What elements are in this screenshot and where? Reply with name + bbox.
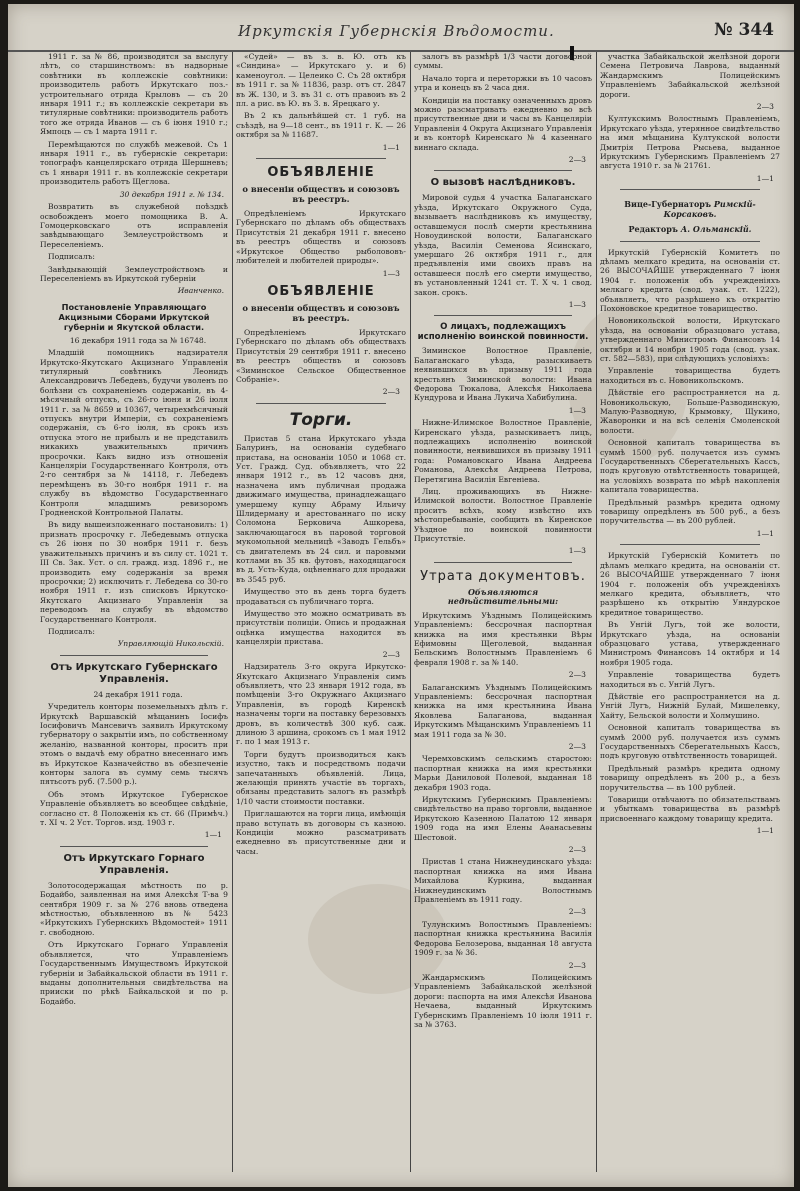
signer-name: Управляющій Никольскій. — [117, 639, 224, 649]
paragraph: Пристав 5 стана Иркутскаго уѣзда Балуринъ, на основаніи судебнаго пристава, на основаніи 1050 и 1068 ст. Уст. Гражд. Суд. объявляетъ, что 22 января 1912 г., въ 12 часовъ дня, назначена имъ публичная продажа движимаго имущества, принадлежащаго умершему купцу Абраму Ильичу Шлидерману и арестованнаго по иску Соломона Берковича Ашкорева, заключающагося въ паровой торговой мукомольной мельницѣ «Заводъ Гельбъ» съ двигателемъ въ 24 сил. и паровыми котлами въ 35 кв. футовъ, находящагося въ д. Усть-Куда, оцѣненнаго для продажи въ 3545 руб. — [236, 433, 406, 584]
paragraph: Золотосодержащая мѣстность по р. Бодайбо, заявленная на имя Алексѣя Т-ва 9 сентября 1909 г. за № 276 вновь отведена мѣстностью, объявленною въ № 5423 «Иркутскихъ Губернскихъ Вѣдомостей» 1911 г. свободною. — [40, 880, 228, 937]
divider — [256, 403, 386, 404]
paragraph: Учредитель конторы поземельныхъ дѣлъ г. Иркутскѣ Варшавскій мѣщанинъ Іосифъ Іосифовичъ Мансевичъ заявилъ Иркутскому губернатору о закрытіи имъ, по собственному желанію, названной конторы, проситъ при этомъ о выдачѣ ему обратно внесеннаго имъ въ Иркутское Казначейство въ обезпеченіе конторы залога въ сумму семь тысячъ пятьсотъ руб. (7.500 р.). — [40, 702, 228, 787]
paragraph: Предѣльный размѣръ кредита одному товарищу опредѣленъ въ 200 р., а безъ поручительства — въ 100 рублей. — [600, 763, 780, 792]
column-3 — [414, 52, 592, 1172]
insertion-mark: 2—3 — [568, 155, 586, 165]
paragraph: Лиц. проживающихъ въ Нижне-Илимской волости. Волостное Правленіе проситъ всѣхъ, кому извѣстно ихъ мѣстопребываніе, сообщить въ Киренское Уѣздное по воинской повинности Присутствіе. — [414, 487, 592, 544]
paragraph: Иркутскимъ Уѣзднымъ Полицейскимъ Управленіемъ: бессрочная паспортная книжка на имя крестьянки Вѣры Ефимовны Щеголевой, выданная Бельскимъ Волостнымъ Правленіемъ 6 февраля 1908 г. за № 140. — [414, 610, 592, 667]
paragraph: Объ этомъ Иркутское Губернское Управленіе объявляетъ во всеобщее свѣдѣніе, согласно ст. 8 Положенія къ ст. 66 (Примѣч.) т. XI ч. 2 Уст. Торгов. изд. 1903 г. — [40, 789, 228, 828]
insertion-mark: 2—3 — [756, 102, 774, 112]
paragraph: Черемховскимъ сельскимъ старостою: паспортная книжка на имя крестьянки Марьи Даниловой Полевой, выданная 18 декабря 1903 года. — [414, 754, 592, 792]
insertion-mark: 2—3 — [568, 741, 586, 751]
vice-governor-name: Римскій-Корсаковъ. — [663, 199, 756, 219]
issue-number: № 344 — [714, 20, 774, 40]
paragraph: Имущество это можно осматривать въ присутствіи полиціи. Опись и продажная оцѣнка имущества находится въ канцеляріи пристава. — [236, 609, 406, 647]
paragraph: Балаганскимъ Уѣзднымъ Полицейскимъ Управленіемъ: бессрочная паспортная книжка на имя крестьянина Ивана Яковлева Балаганова, выданная Иркутскимъ Мѣщанскимъ Управленіемъ 11 мая 1911 года за № 30. — [414, 682, 592, 739]
paragraph: Иркутскимъ Губернскимъ Правленіемъ: свидѣтельство на право торговли, выданное Иркутскою Казенною Палатою 12 января 1909 года на имя Елены Аѳанасьевны Шестовой. — [414, 795, 592, 842]
insertion-mark: 2—3 — [382, 387, 400, 397]
paragraph: Младшій помощникъ надзирателя Иркутско-Якутскаго Акцизнаго Управленія титулярный совѣтникъ Леонидъ Александровичъ Лебедевъ, будучи уволенъ по болѣзни съ сохраненіемъ содержанія, въ 4-мѣсячный отпускъ, съ 26-го іюня и 26 іюля 1911 г. за № 8659 и 10367, четырехмѣсячный отпускъ внутри Имперіи, съ сохраненіемъ содержанія, съ 6-го іюля, въ срокъ изъ отпуска этого не прибылъ и не представилъ никакихъ уважительныхъ причинъ просрочки. Какъ видно изъ отношенія Канцеляріи Государственнаго Контроля, отъ 2-го сентября за № 14118, г. Лебедевъ перемѣщенъ въ 30-го ноября 1911 г. на службу въ вѣдомство Государственнаго Контроля младшимъ ревизоромъ Гродненской Контрольной Палаты. — [40, 348, 228, 518]
paragraph: Управленіе товарищества будетъ находиться въ с. Новоникольскомъ. — [600, 366, 780, 385]
divider — [256, 158, 386, 159]
insertion-mark: 1—1 — [382, 142, 400, 152]
paragraph: Нижне-Илимское Волостное Правленіе, Киренскаго уѣзда, разыскиваетъ лицъ, подлежащихъ исполненію воинской повинности, неявившихся въ призыву 1911 года: Романовскаго Ивана Андреева Романова, Алексѣя Андреева Петрова, Перетягина Василія Евгеніева. — [414, 418, 592, 484]
section-heading: Отъ Иркутскаго Губернскаго Управленія. — [50, 661, 218, 685]
insertion-mark: 1—3 — [568, 546, 586, 556]
paragraph: «Судей» — въ з. в. Ю. отъ къ «Синдина» — Иркутскаго у. и б) каменоугол. — Целеико С. Съ 28 октября въ 1911 г. за № 11836, разр. отъ ст. 2847 въ Ж. 130, и З. въ 31 с. отъ правоиъ въ 2 пл. а рис. въ Ю. въ З. в. Ярецкаго у. — [236, 52, 406, 109]
column-1 — [40, 52, 228, 1172]
insertion-mark: 1—3 — [568, 405, 586, 415]
paragraph: Въ виду вышеизложеннаго постановилъ: 1) признать просрочку г. Лебедевымъ отпуска съ 26 іюня по 30 ноября 1911 г. безъ уважительныхъ причинъ и въ силу ст. 1021 т. III Св. Зак. Уст. о сл. гражд. изд. 1896 г., не производить ему содержанія за время просрочки; 2) исключить г. Лебедева со 30-го ноября 1911 г. изъ списковъ Иркутско-Якутскаго Акцизнаго Управленія за переводомъ на службу въ вѣдомство Государственнаго Контроля. — [40, 520, 228, 624]
paragraph: Иркутскій Губернскій Комитетъ по дѣламъ мелкаго кредита, на основаніи ст. 26 ВЫСОЧАЙШЕ утвержденнаго 7 іюня 1904 г. положенія объ учрежденіяхъ мелкаго кредита (свод. узак. ст. 1222), объявляетъ, что разрѣшено къ открытію Похоновское кредитное товарищество. — [600, 247, 780, 313]
signer-title: Завѣдывающій Землеустройствомъ и Переселеніемъ въ Иркутской губерніи — [40, 264, 228, 283]
paragraph: Жандармскимъ Полицейскимъ Управленіемъ Забайкальской желѣзной дороги: паспорта на имя Алексѣя Иванова Нечаева, выданный Иркутскимъ Губернскимъ Правленіемъ 10 іюля 1911 г. за № 3763. — [414, 972, 592, 1029]
divider — [620, 241, 760, 242]
announcement-subheading: о внесеніи обществъ и союзовъ въ реестръ. — [242, 184, 400, 205]
section-heading: Торги. — [289, 409, 353, 430]
paragraph: Тулунскимъ Волостнымъ Правленіемъ: паспортная книжка крестьянина Василія Федорова Белозерова, выданная 18 августа 1909 г. за № 36. — [414, 919, 592, 958]
divider — [60, 655, 208, 656]
column-4 — [600, 52, 780, 1172]
vice-governor-label: Вице-Губернаторъ — [624, 199, 712, 210]
column-2 — [236, 52, 406, 1172]
paragraph: Въ 2 къ дальнѣйшей ст. 1 губ. на съѣздѣ, на 9—18 сент., въ 1911 г. К. — 26 октября за № 11687. — [236, 111, 406, 140]
paragraph: 1911 г. за № 86, производятся за выслугу лѣтъ, со старшинствомъ: въ надворные совѣтники въ коллежскіе совѣтники: производитель работъ Иркутскаго поз.-устроительнаго отряда Крыловъ — съ 20 января 1911 г.; въ коллежскіе секретари въ титулярные совѣтники: производитель работъ того же отряда Иванов — съ 6 іюня 1910 г.; Ямпоцъ — съ 1 марта 1911 г. — [40, 52, 228, 137]
paragraph: залогъ въ размѣрѣ 1/3 части договорной суммы. — [414, 52, 592, 71]
column-rule — [410, 52, 411, 1172]
insertion-mark: 2—3 — [568, 907, 586, 917]
paragraph: Иркутскій Губернскій Комитетъ по дѣламъ мелкаго кредита, на основаніи ст. 26 ВЫСОЧАЙШЕ утвержденнаго 7 іюня 1904 г. положенія объ учрежденіяхъ мелкаго кредита, объявляетъ, что разрѣшено къ открытію Уяндурское кредитное товарищество. — [600, 551, 780, 617]
column-rule — [232, 52, 233, 1172]
paragraph: Возвратить въ служебной поѣздкѣ освобожденъ моего помощника В. А. Гомоцерковскаго отъ исправленія завѣдывающаго Землеустройствомъ и Переселеніемъ. — [40, 202, 228, 249]
paragraph: Основной капиталъ товарищества въ суммѣ 1500 руб. получается изъ суммъ Государственныхъ Сберегательныхъ Кассъ, подъ круговую отвѣтственность товарищей, на условіяхъ возврата по мѣрѣ накопленія капитала товарищества. — [600, 438, 780, 495]
section-heading: Утрата документовъ. — [420, 568, 586, 584]
divider — [434, 170, 572, 171]
divider — [434, 315, 572, 316]
announcement-heading: ОБЪЯВЛЕНІЕ — [267, 165, 375, 181]
paragraph: Опредѣленіемъ Иркутскаго Губернскаго по дѣламъ объ обществахъ Присутствія 21 декабря 1911 г. внесено въ реестръ обществъ и союзовъ «Иркутское Общество рыболововъ-любителей и любителей природы». — [236, 209, 406, 266]
section-heading: О лицахъ, подлежащихъ исполненію воинской повинности. — [417, 322, 589, 343]
paragraph: Новоникольской волости, Иркутскаго уѣзда, на основаніи образцоваго устава, утвержденнаго Министромъ Финансовъ 14 октября и 14 ноября 1905 года (свод. узак. ст. 582—583), при слѣдующихъ условіяхъ: — [600, 316, 780, 363]
insertion-mark: 1—3 — [568, 299, 586, 309]
paragraph: Дѣйствіе его распространяется на д. Унгій Лугъ, Нижній Булай, Мишелевку, Хайту, Бельской волости и Холмушино. — [600, 691, 780, 720]
paragraph: Предѣльный размѣръ кредита одному товарищу опредѣленъ въ 500 руб., а безъ поручительства — въ 200 рублей. — [600, 497, 780, 526]
paragraph: Пристав 1 стана Нижнеудинскаго уѣзда: паспортная книжка на имя Ивана Михайлова Куркина, выданная Нижнеудинскимъ Волостнымъ Правленіемъ въ 1911 году. — [414, 857, 592, 905]
paragraph: Перемѣщаются по службѣ межевой. Съ 1 января 1911 г., въ губернскіе секретари: топографъ канцелярскаго отряда Шершневъ; съ 1 января 1911 г. въ коллежскіе секретари производитель работъ Щеглова. — [40, 139, 228, 187]
insertion-mark: 2—3 — [382, 649, 400, 659]
divider — [620, 544, 760, 545]
column-rule — [596, 52, 597, 1172]
date-line: 24 декабря 1911 года. — [93, 689, 183, 699]
insertion-mark: 1—1 — [756, 826, 774, 836]
paragraph: Товарищи отвѣчаютъ по обязательствамъ и убыткамъ товарищества въ размѣрѣ присвоеннаго каждому товарищу кредита. — [600, 795, 780, 823]
vice-governor-line — [600, 200, 780, 219]
paragraph: Начало торга и переторжки въ 10 часовъ утра и конецъ въ 2 часа дня. — [414, 73, 592, 93]
editor-line — [600, 225, 780, 234]
paragraph: участка Забайкальской желѣзной дороги Семена Петровича Лаврова, выданный Жандармскимъ Полицейскимъ Управленіемъ Забайкальской желѣзной дороги. — [600, 52, 780, 99]
divider — [60, 846, 208, 847]
paragraph: Зиминское Волостное Правленіе, Балаганскаго уѣзда, разыскиваетъ неявившихся въ призыву 1911 года крестьянъ Зиминской волости: Ивана Федорова Тюкалова, Алексѣя Николаева Кундурова и Ивана Лукича Хабибулина. — [414, 346, 592, 403]
paragraph: Мировой судья 4 участка Балаганскаго уѣзда, Иркутскаго Окружного Суда, вызываетъ наслѣдниковъ къ имуществу, оставшемуся послѣ смерти крестьянина Новоудинской волости, Балаганскаго уѣзда, Василія Семенова Ясинскаго, умершаго 26 октября 1911 г., для предъявленія ими своихъ правъ на оставшееся послѣ его смерти имущество, въ установленный 1241 ст. Т. X ч. 1 свод. закон. срокъ. — [414, 193, 592, 297]
paragraph: Кондиціи на поставку означенныхъ дровъ можно разсматривать ежедневно во всѣ присутственные дни и часы въ Канцеляріи Управленія 4 Округа Акцизнаго Управленія и въ конторѣ Киренскаго № 4 казеннаго виннаго склада. — [414, 95, 592, 152]
paragraph: Култукскимъ Волостнымъ Правленіемъ, Иркутскаго уѣзда, утерянное свидѣтельство на имя мѣщанина Култукской волости Дмитрія Петрова Рысьева, выданное Иркутскимъ Губернскимъ Правленіемъ 27 августа 1910 г. за № 21761. — [600, 114, 780, 171]
signed-label: Подписалъ: — [48, 626, 95, 636]
newspaper-page — [8, 4, 794, 1187]
insertion-mark: 2—3 — [568, 670, 586, 680]
paragraph: Основной капиталъ товарищества въ суммѣ 2000 руб. получается изъ суммъ Государственныхъ Сберегательныхъ Кассъ, подъ круговую отвѣтственность товарищей. — [600, 723, 780, 761]
divider — [620, 189, 760, 190]
divider — [434, 562, 572, 563]
paragraph: Дѣйствіе его распространяется на д. Новоникольскую, Больше-Разводинскую, Малую-Разводную, Крымовку, Щукино, Жаворонки и на всѣ селенія Смоленской волости. — [600, 388, 780, 435]
paragraph: Приглашаются на торги лица, имѣющія право вступать въ договоры съ казною. Кондиціи можно разсматривать ежедневно въ присутственные дни и часы. — [236, 809, 406, 856]
editor-label: Редакторъ — [628, 224, 678, 235]
insertion-mark: 1—1 — [756, 173, 774, 183]
announcement-heading: ОБЪЯВЛЕНІЕ — [267, 283, 375, 299]
date-line: 30 декабря 1911 г. № 134. — [119, 189, 224, 199]
date-line: 16 декабря 1911 года за № 16748. — [69, 335, 207, 345]
announcement-subheading: о внесеніи обществъ и союзовъ въ реестръ. — [242, 302, 400, 323]
editor-name: А. Ольманскій. — [680, 224, 752, 235]
page-header — [8, 4, 794, 52]
paragraph: Надзиратель 3-го округа Иркутско-Якутскаго Акцизнаго Управленія симъ объявляетъ, что 23 января 1912 года, въ помѣщеніи 3-го Окружнаго Акцизнаго Управленія, въ городѣ Киренскѣ назначены торги на поставку березовыхъ дровъ, въ количествѣ 300 куб. саж. длиною 3 аршина, срокомъ съ 1 мая 1912 г. по 1 мая 1913 г. — [236, 662, 406, 747]
insertion-mark: 1—3 — [382, 268, 400, 278]
section-subheading: Объявляются недѣйствительными: — [447, 586, 559, 607]
paragraph: Отъ Иркутскаго Горнаго Управленія объявляется, что Управленіемъ Государственнымъ Имуществомъ Иркутской губерніи и Забайкальской области въ 1911 г. выданы дополнительныя свидѣтельства на прииски по рѣкѣ Байкальской и по р. Бодайбо. — [40, 940, 228, 1006]
section-heading: О вызовѣ наслѣдниковъ. — [430, 177, 576, 189]
paragraph: Опредѣленіемъ Иркутскаго Губернскаго по дѣламъ объ обществахъ Присутствія 29 сентября 1911 г. внесено въ реестръ обществъ и союзовъ «Зиминское Сельское Общественное Собраніе». — [236, 327, 406, 384]
insertion-mark: 2—3 — [568, 960, 586, 970]
section-heading: Постановленіе Управляющаго Акцизными Сборами Иркутской губерніи и Якутской области. — [58, 301, 210, 332]
insertion-mark: 1—1 — [204, 830, 222, 840]
insertion-mark: 2—3 — [568, 845, 586, 855]
paragraph: Управленіе товарищества будетъ находиться въ с. Унгій Лугъ. — [600, 670, 780, 689]
insertion-mark: 1—1 — [756, 528, 774, 538]
paragraph: Въ Унгій Лугъ, той же волости, Иркутскаго уѣзда, на основаніи образцоваго устава, утвержденнаго Министромъ Финансовъ 14 октября и 14 ноября 1905 года. — [600, 620, 780, 667]
paragraph: Имущество это въ день торга будетъ продаваться съ публичнаго торга. — [236, 587, 406, 606]
paragraph: Торги будутъ производиться какъ изустно, такъ и посредствомъ подачи запечатанныхъ объявленій. Лица, желающія принять участіе въ торгахъ, обязаны представить залогъ въ размѣрѣ 1/10 части стоимости поставки. — [236, 749, 406, 806]
newspaper-title: Иркутскія Губернскія Вѣдомости. — [238, 22, 555, 40]
signed-label: Подписалъ: — [48, 252, 95, 262]
section-heading: Отъ Иркутскаго Горнаго Управленія. — [63, 852, 205, 876]
signer-name: Иванченко. — [177, 286, 224, 296]
